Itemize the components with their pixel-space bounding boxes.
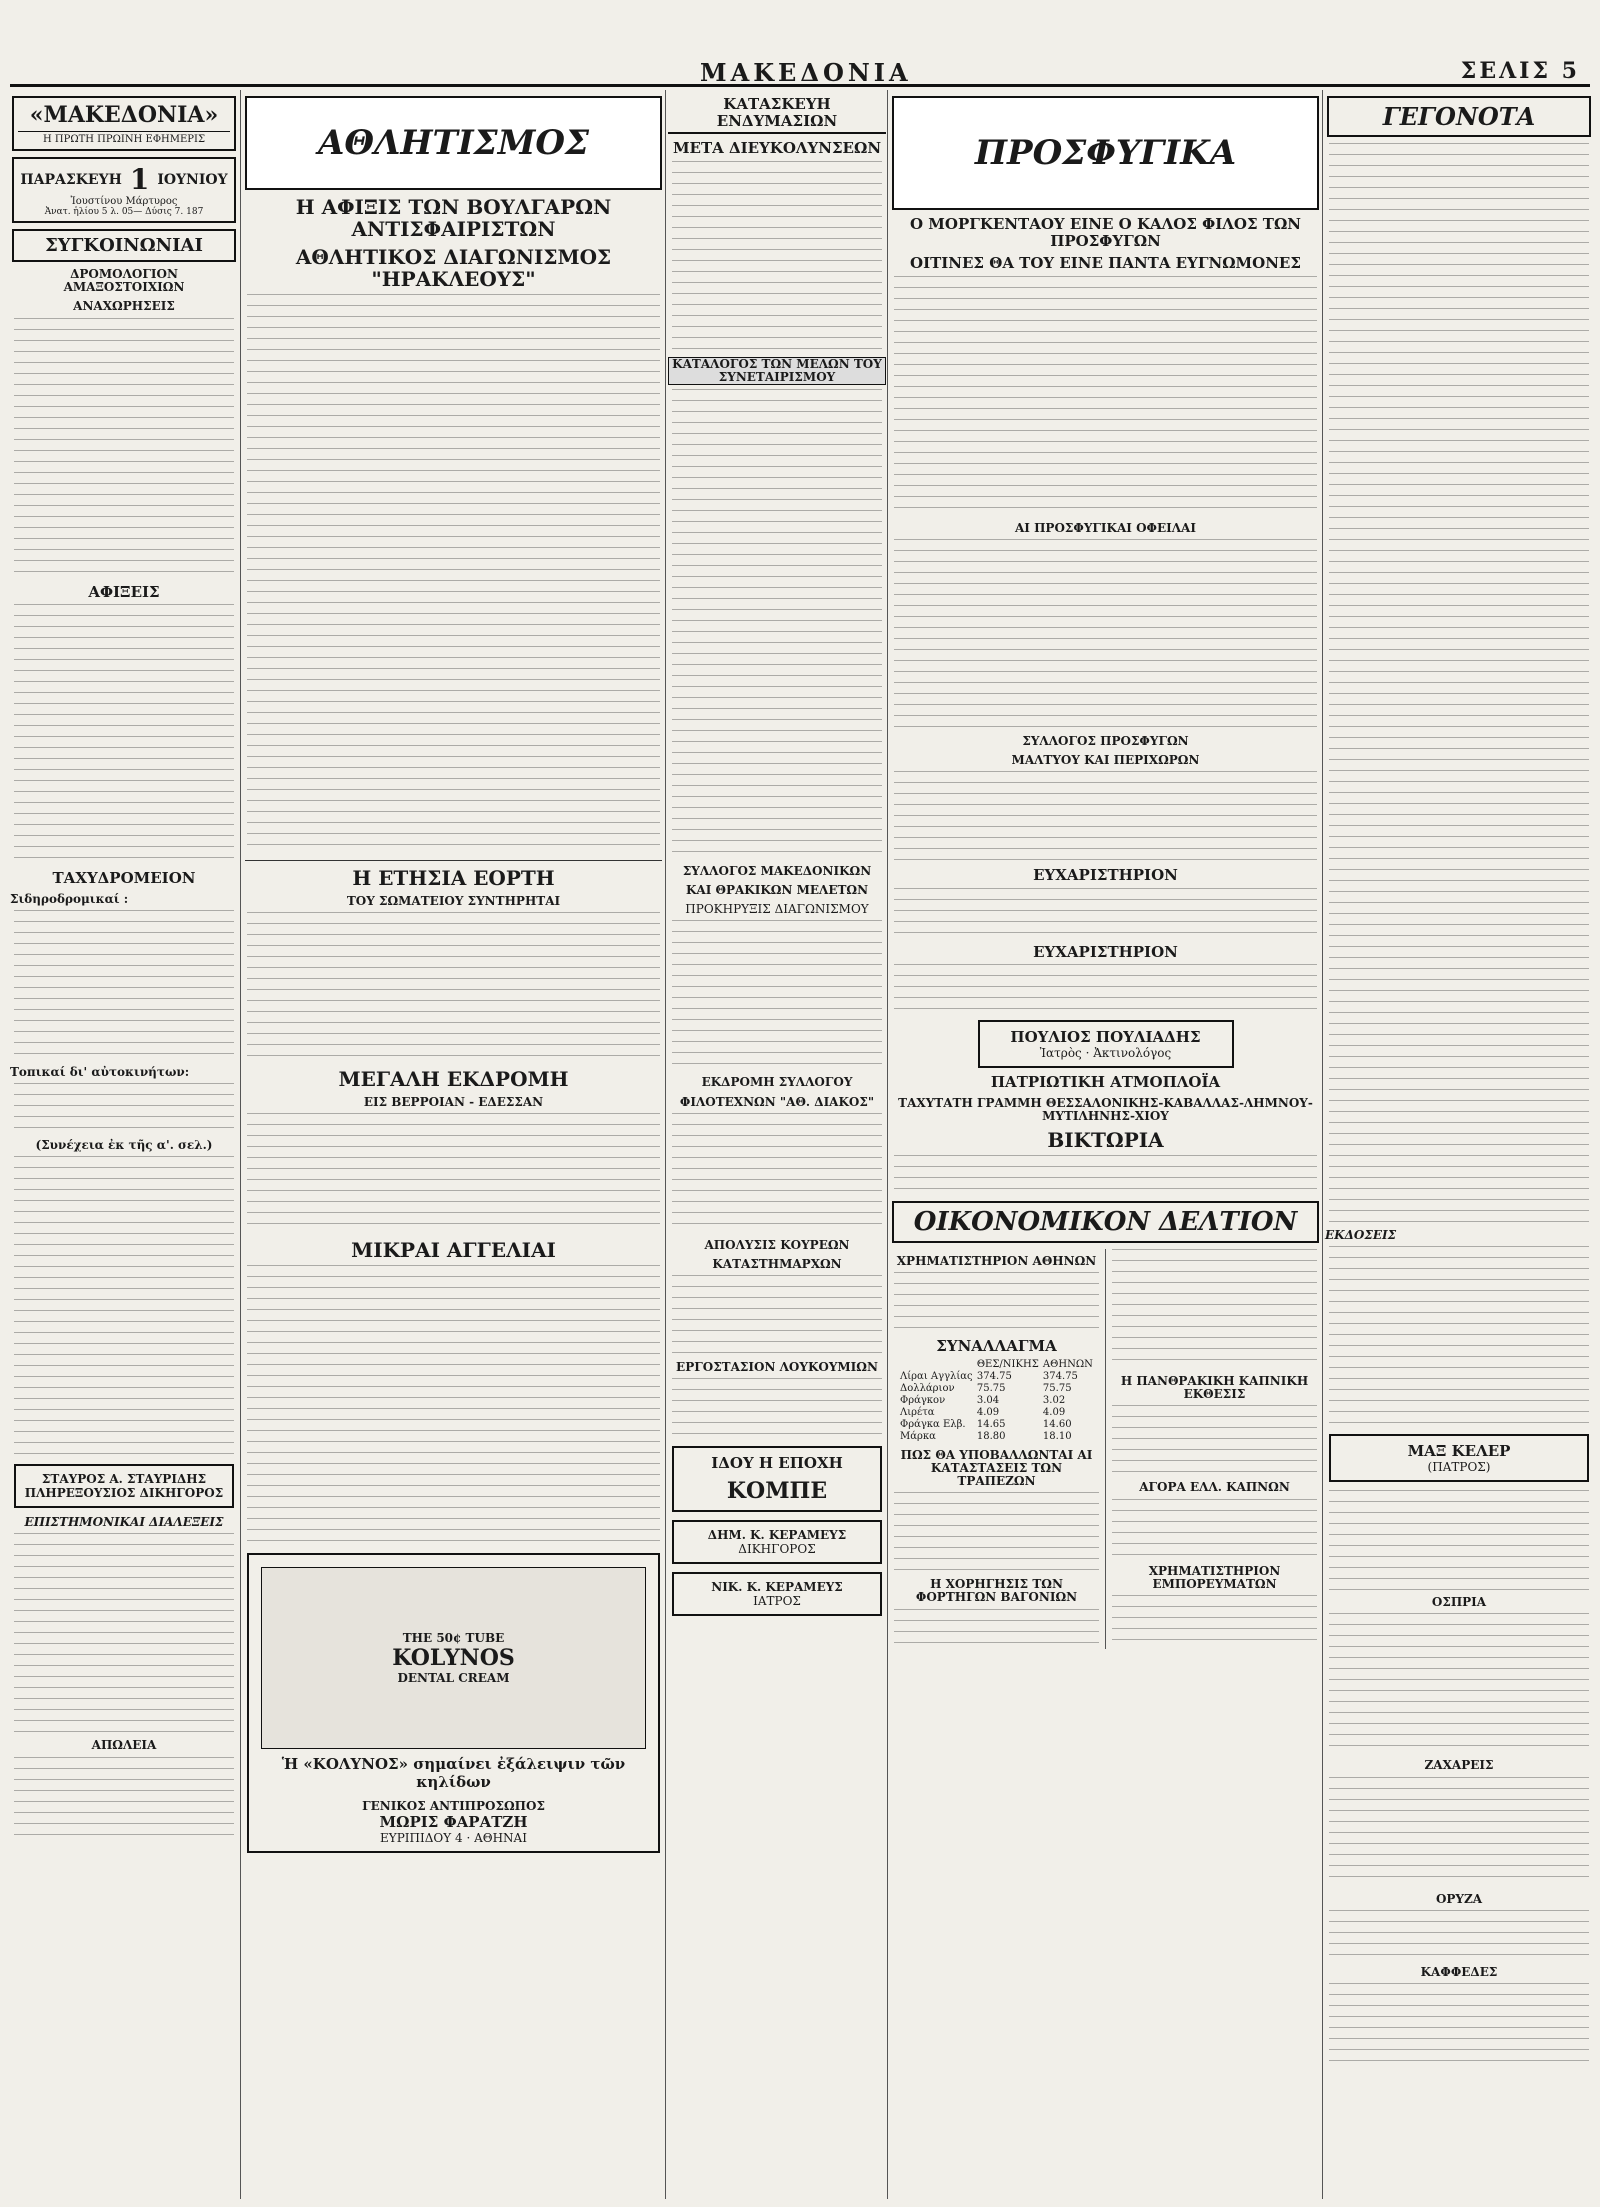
fx-col-thessaloniki: ΘΕΣ/ΝΙΚΗΣ xyxy=(976,1358,1039,1370)
kolynos-brand-sub: DENTAL CREAM xyxy=(397,1671,510,1686)
refugee-society-article xyxy=(894,771,1317,861)
headline-morgenthau-sub: ΟΙΤΙΝΕΣ ΘΑ ΤΟΥ ΕΙΝΕ ΠΑΝΤΑ ΕΥΓΝΩΜΟΝΕΣ xyxy=(910,254,1301,272)
nameplate: «ΜΑΚΕΔΟΝΙΑ» xyxy=(29,102,219,128)
post-title: ΤΑΧΥΔΡΟΜΕΙΟΝ xyxy=(52,869,196,888)
column-4 xyxy=(887,90,1323,2199)
railways-list xyxy=(14,910,234,1060)
exchange-title: ΧΡΗΜΑΤΙΣΤΗΡΙΟΝ ΕΜΠΟΡΕΥΜΑΤΩΝ xyxy=(1148,1563,1281,1591)
divider xyxy=(245,860,662,861)
lawyer-title: ΠΛΗΡΕΞΟΥΣΙΟΣ ΔΙΚΗΓΟΡΟΣ xyxy=(24,1486,224,1501)
tube-label: THE 50¢ TUBE xyxy=(402,1631,505,1646)
arrivals-title: ΑΦΙΞΕΙΣ xyxy=(88,582,160,601)
feast-article xyxy=(247,912,660,1062)
table-row: Φράγκον 3.04 3.02 xyxy=(900,1394,1066,1406)
market-pulses: ΟΣΠΡΙΑ xyxy=(1431,1595,1487,1610)
clothing-article xyxy=(672,161,882,351)
keller-city: (ΠΑΤΡΟΣ) xyxy=(1427,1460,1491,1475)
market-rice: ΟΡΥΖΑ xyxy=(1435,1891,1483,1906)
masthead xyxy=(0,0,1600,90)
departures-title: ΑΝΑΧΩΡΗΣΕΙΣ xyxy=(73,299,175,314)
publications-title: ΕΚΔΟΣΕΙΣ xyxy=(1325,1228,1397,1242)
headline-factory: ΕΡΓΟΣΤΑΣΙΟΝ ΛΟΥΚΟΥΜΙΩΝ xyxy=(676,1360,878,1375)
table-row: Δολλάριον 75.75 75.75 xyxy=(900,1382,1072,1394)
headline-refugee-society-sub: ΜΑΛΤΥΟΥ ΚΑΙ ΠΕΡΙΧΩΡΩΝ xyxy=(1011,752,1200,767)
market-coffee: ΚΑΦΦΕΔΕΣ xyxy=(1420,1964,1498,1979)
page-number: ΣΕΛΙΣ 5 xyxy=(1460,58,1580,84)
section-communications: ΣΥΓΚΟΙΝΩΝΙΑΙ xyxy=(12,229,236,262)
thanks-1: ΕΥΧΑΡΙΣΤΗΡΙΟΝ xyxy=(1033,866,1178,885)
banks-article xyxy=(894,1492,1099,1572)
refugee-banner: ΠΡΟΣΦΥΓΙΚΑ xyxy=(892,96,1319,210)
economic-article xyxy=(1112,1249,1317,1369)
doctor-pouliadis-ad xyxy=(978,1020,1234,1068)
market-rice-list xyxy=(1329,1910,1589,1960)
kolynos-rep-name: ΜΩΡΙΣ ΦΑΡΑΤΖΗ xyxy=(379,1813,528,1832)
factory-article xyxy=(672,1378,882,1438)
expo-article xyxy=(1112,1405,1317,1475)
kolynos-ad xyxy=(247,1553,660,1853)
table-row: Μάρκα 18.80 18.10 xyxy=(900,1430,1072,1442)
headline-society-note: ΠΡΟΚΗΡΥΞΙΣ ΔΙΑΓΩΝΙΣΜΟΥ xyxy=(685,902,869,917)
thanks-1-text xyxy=(894,888,1317,938)
nameplate-box xyxy=(12,96,236,151)
market-pulses-list xyxy=(1329,1613,1589,1753)
page-name: ΜΑΚΕΔΟΝΙΑ xyxy=(700,58,912,87)
fx-title: ΣΥΝΑΛΛΑΓΜΑ xyxy=(936,1337,1057,1356)
headline-outing-sub: ΦΙΛΟΤΕΧΝΩΝ "ΑΘ. ΔΙΑΚΟΣ" xyxy=(679,1094,875,1109)
thanks-2: ΕΥΧΑΡΙΣΤΗΡΙΟΝ xyxy=(1033,942,1178,961)
kombe-brand: ΚΟΜΠΕ xyxy=(726,1478,828,1505)
doctor-pouliadis-title: Ἰατρὸς · Ἀκτινολόγος xyxy=(1039,1046,1172,1061)
market-intro xyxy=(1329,1490,1589,1590)
market-sugar: ΖΑΧΑΡΕΙΣ xyxy=(1424,1758,1494,1773)
fx-header-row xyxy=(898,1359,1095,1371)
departures-list xyxy=(14,318,234,578)
bourse-title: ΧΡΗΜΑΤΙΣΤΗΡΙΟΝ ΑΘΗΝΩΝ xyxy=(896,1253,1097,1268)
headline-barbers-sub: ΚΑΤΑΣΤΗΜΑΡΧΩΝ xyxy=(712,1257,842,1271)
morgenthau-article xyxy=(894,276,1317,516)
headline-feast-sub: ΤΟΥ ΣΩΜΑΤΕΙΟΥ ΣΥΝΤΗΡΗΤΑΙ xyxy=(346,894,561,908)
arrivals-list xyxy=(14,604,234,864)
weekday: ΠΑΡΑΣΚΕΥΗ xyxy=(20,171,122,188)
kombe-tagline: ΙΔΟΥ Η ΕΠΟΧΗ xyxy=(711,1454,843,1473)
expo-title: Η ΠΑΝΘΡΑΚΙΚΗ ΚΑΠΝΙΚΗ ΕΚΘΕΣΙΣ xyxy=(1120,1373,1309,1402)
science-title: ΕΠΙΣΤΗΜΟΝΙΚΑΙ ΔΙΑΛΕΞΕΙΣ xyxy=(24,1515,224,1530)
lawyer-keramefs-ad xyxy=(672,1520,882,1564)
market-sugar-list xyxy=(1329,1777,1589,1887)
outing-article xyxy=(672,1113,882,1233)
kolynos-rep-addr: ΕΥΡΙΠΙΔΟΥ 4 · ΑΘΗΝΑΙ xyxy=(380,1831,527,1846)
doctor-keramefs-name: ΝΙΚ. Κ. ΚΕΡΑΜΕΥΣ xyxy=(711,1580,843,1595)
athletics-article xyxy=(247,294,660,854)
excursion-article xyxy=(247,1113,660,1233)
headline-barbers: ΑΠΟΛΥΣΙΣ ΚΟΥΡΕΩΝ xyxy=(704,1237,850,1252)
headline-classifieds: ΜΙΚΡΑΙ ΑΓΓΕΛΙΑΙ xyxy=(351,1238,556,1263)
headline-refugee-society: ΣΥΛΛΟΓΟΣ ΠΡΟΣΦΥΓΩΝ xyxy=(1022,733,1189,748)
events-banner: ΓΕΓΟΝΟΤΑ xyxy=(1327,96,1591,137)
column-1 xyxy=(8,90,240,2199)
date-box xyxy=(12,157,236,223)
headline-clothing-sub: ΜΕΤΑ ΔΙΕΥΚΟΛΥΝΣΕΩΝ xyxy=(672,139,882,157)
market-coffee-list xyxy=(1329,1983,1589,2063)
headline-excursion: ΜΕΓΑΛΗ ΕΚΔΡΟΜΗ xyxy=(338,1067,569,1092)
publications-article xyxy=(1329,1246,1589,1426)
members-list-title: ΚΑΤΑΛΟΓΟΣ ΤΩΝ ΜΕΛΩΝ ΤΟΥ ΣΥΝΕΤΑΙΡΙΣΜΟΥ xyxy=(668,357,886,385)
railways-title: Σιδηροδρομικαί : xyxy=(10,891,129,906)
shipping-text xyxy=(894,1155,1317,1195)
column-2 xyxy=(240,90,666,2199)
headline-clothing: ΚΑΤΑΣΚΕΥΗ ΕΝΔΥΜΑΣΙΩΝ xyxy=(668,96,886,134)
shipping-route: ΤΑΧΥΤΑΤΗ ΓΡΑΜΜΗ ΘΕΣΣΑΛΟΝΙΚΗΣ-ΚΑΒΑΛΛΑΣ-ΛΗΜΝΟΥ-ΜΥΤΙΛΗΝΗΣ-ΧΙΟΥ xyxy=(898,1095,1313,1123)
nameplate-subtitle: Η ΠΡΩΤΗ ΠΡΩΙΝΗ ΕΦΗΜΕΡΙΣ xyxy=(18,131,230,145)
society-article xyxy=(672,920,882,1070)
table-row: Λιρέτα 4.09 4.09 xyxy=(900,1406,1066,1418)
wagons-article xyxy=(894,1609,1099,1649)
timetable-title: ΔΡΟΜΟΛΟΓΙΟΝ ΑΜΑΞΟΣΤΟΙΧΙΩΝ xyxy=(63,267,185,295)
headline-feast: Η ΕΤΗΣΙΑ ΕΟΡΤΗ xyxy=(352,866,555,890)
wagons-title: Η ΧΟΡΗΓΗΣΙΣ ΤΩΝ ΦΟΡΤΗΓΩΝ ΒΑΓΟΝΙΩΝ xyxy=(915,1577,1078,1605)
tobacco-article xyxy=(1112,1499,1317,1559)
column-3 xyxy=(665,90,888,2199)
sun-times: Ἀνατ. ἡλίου 5 λ. 05— Δύσις 7. 187 xyxy=(44,207,204,217)
barbers-article xyxy=(672,1275,882,1355)
continued-article xyxy=(14,1156,234,1456)
continued-note: (Συνέχεια ἐκ τῆς α'. σελ.) xyxy=(35,1137,213,1152)
doctor-keramefs-ad xyxy=(672,1572,882,1616)
lawyer-keramefs-name: ΔΗΜ. Κ. ΚΕΡΑΜΕΥΣ xyxy=(707,1528,847,1543)
headline-outing: ΕΚΔΡΟΜΗ ΣΥΛΛΟΓΟΥ xyxy=(701,1075,853,1090)
headline-society: ΣΥΛΛΟΓΟΣ ΜΑΚΕΔΟΝΙΚΩΝ xyxy=(682,863,872,878)
headline-bulgarians: Η ΑΦΙΞΙΣ ΤΩΝ ΒΟΥΛΓΑΡΩΝ ΑΝΤΙΣΦΑΙΡΙΣΤΩΝ xyxy=(295,195,612,241)
fx-col-athens: ΑΘΗΝΩΝ xyxy=(1042,1358,1093,1370)
fx-table xyxy=(898,1359,1095,1443)
lawyer-keramefs-title: ΔΙΚΗΓΟΡΟΣ xyxy=(738,1542,816,1557)
keller-name: ΜΑΞ ΚΕΛΕΡ xyxy=(1407,1442,1511,1461)
shipping-title: ΠΑΤΡΙΩΤΙΚΗ ΑΤΜΟΠΛΟΪΑ xyxy=(990,1073,1221,1092)
economic-bulletin-title: ΟΙΚΟΝΟΜΙΚΟΝ ΔΕΛΤΙΟΝ xyxy=(892,1201,1319,1243)
debts-article xyxy=(894,539,1317,729)
science-article xyxy=(14,1533,234,1733)
athletics-banner: ΑΘΛΗΤΙΣΜΟΣ xyxy=(245,96,662,190)
banks-title: ΠΩΣ ΘΑ ΥΠΟΒΑΛΛΩΝΤΑΙ ΑΙ ΚΑΤΑΣΤΑΣΕΙΣ ΤΩΝ ΤΡΑΠΕΖΩΝ xyxy=(900,1447,1093,1488)
kolynos-copy: Ἡ «ΚΟΛΥΝΟΣ» σημαίνει ἐξάλειψιν τῶν κηλίδων xyxy=(281,1755,626,1792)
column-5 xyxy=(1322,90,1595,2199)
date-number: 1 xyxy=(129,163,150,196)
table-row: Φράγκα Ελβ. 14.65 14.60 xyxy=(900,1418,1072,1430)
economic-bulletin xyxy=(888,1249,1323,1649)
exchange-article xyxy=(1112,1595,1317,1645)
headline-heracles: ΑΘΛΗΤΙΚΟΣ ΔΙΑΓΩΝΙΣΜΟΣ "ΗΡΑΚΛΕΟΥΣ" xyxy=(295,245,612,291)
headline-excursion-sub: ΕΙΣ ΒΕΡΡΟΙΑΝ - ΕΔΕΣΣΑΝ xyxy=(363,1095,544,1110)
headline-morgenthau: Ο ΜΟΡΓΚΕΝΤΑΟΥ ΕΙΝΕ Ο ΚΑΛΟΣ ΦΙΛΟΣ ΤΩΝ ΠΡΟΣΦΥΓΩΝ xyxy=(909,215,1302,250)
tobacco-title: ΑΓΟΡΑ ΕΛΛ. ΚΑΠΝΩΝ xyxy=(1139,1480,1290,1495)
local-title: Τοπικαί δι' αὐτοκινήτων: xyxy=(10,1064,190,1079)
doctor-keramefs-title: ΙΑΤΡΟΣ xyxy=(753,1594,801,1609)
bourse-list xyxy=(894,1272,1099,1332)
headline-debts: ΑΙ ΠΡΟΣΦΥΓΙΚΑΙ ΟΦΕΙΛΑΙ xyxy=(1015,520,1196,535)
lawyer-name: ΣΤΑΥΡΟΣ Α. ΣΤΑΥΡΙΔΗΣ xyxy=(41,1472,207,1487)
doctor-pouliadis-name: ΠΟΥΛΙΟΣ ΠΟΥΛΙΑΔΗΣ xyxy=(1010,1028,1201,1047)
kombe-ad xyxy=(672,1446,882,1512)
thanks-2-text xyxy=(894,964,1317,1014)
toothpaste-tube-image xyxy=(261,1567,646,1749)
members-list xyxy=(672,389,882,859)
kolynos-brand: KOLYNOS xyxy=(392,1645,515,1672)
lost-article xyxy=(14,1757,234,1837)
headline-society-sub: ΚΑΙ ΘΡΑΚΙΚΩΝ ΜΕΛΕΤΩΝ xyxy=(685,883,869,898)
classifieds-list xyxy=(247,1265,660,1545)
local-list xyxy=(14,1083,234,1133)
lawyer-ad xyxy=(14,1464,234,1508)
table-row: Λίραι Αγγλίας 374.75 374.75 xyxy=(900,1370,1078,1382)
kolynos-rep: ΓΕΝΙΚΟΣ ΑΝΤΙΠΡΟΣΩΠΟΣ xyxy=(362,1799,545,1814)
month: ΙΟΥΝΙΟΥ xyxy=(157,171,228,188)
ship-name: ΒΙΚΤΩΡΙΑ xyxy=(1047,1127,1164,1152)
masthead-rule xyxy=(10,84,1590,87)
keller-ad xyxy=(1329,1434,1589,1482)
events-article xyxy=(1329,143,1589,1223)
lost-title: ΑΠΩΛΕΙΑ xyxy=(91,1738,157,1753)
saint: Ἰουστίνου Μάρτυρος xyxy=(70,196,178,207)
